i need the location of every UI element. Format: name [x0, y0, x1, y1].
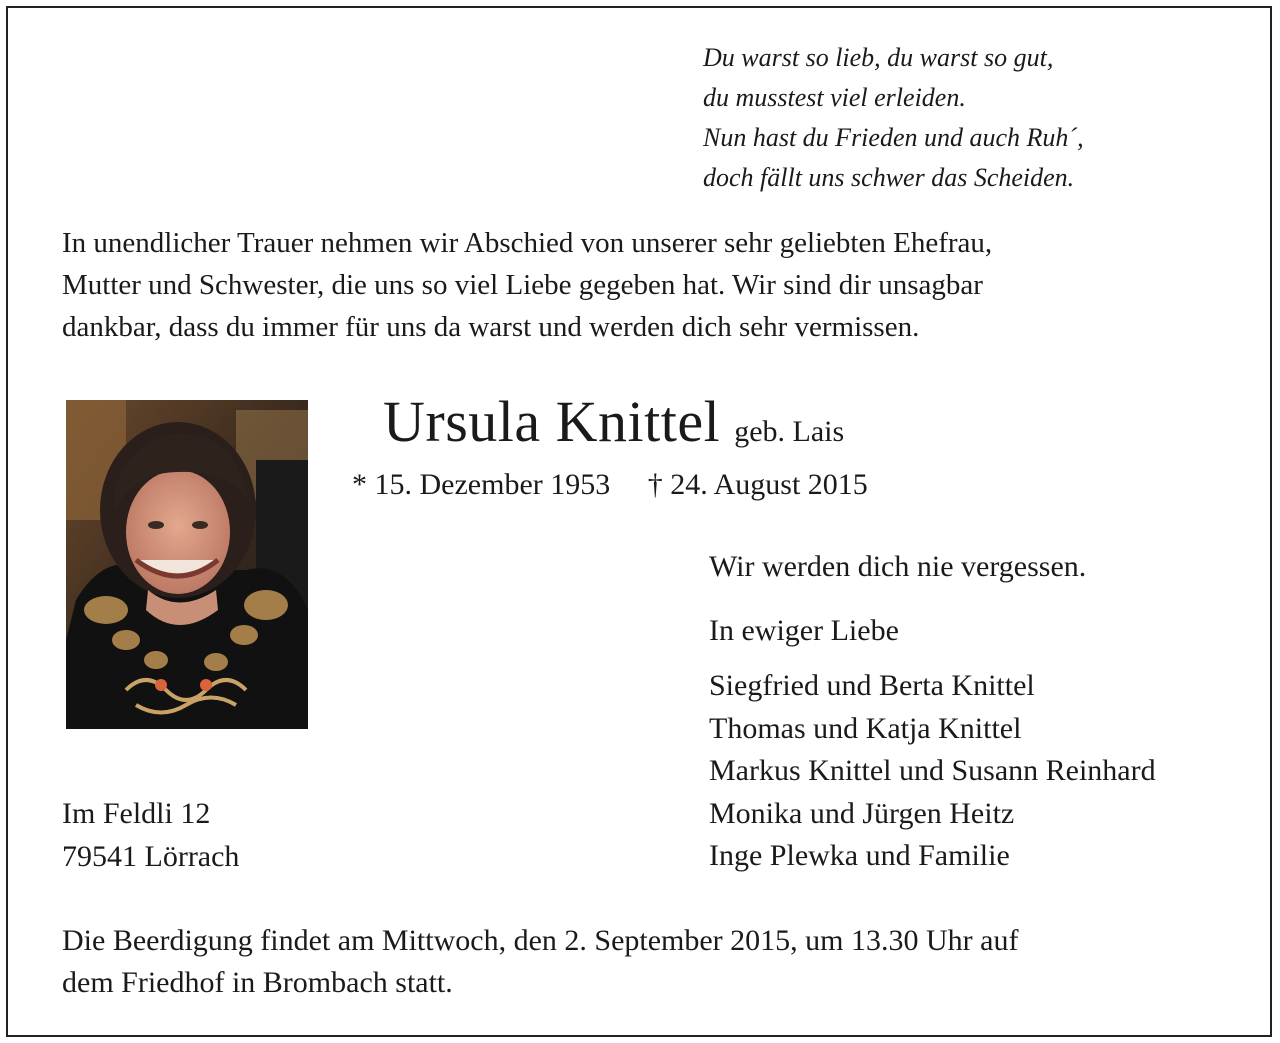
intro-text — [62, 222, 1222, 348]
deceased-name-line — [383, 388, 844, 455]
address-block — [62, 792, 239, 878]
intro-line: dankbar, dass du immer für uns da warst und werden dich sehr vermissen. — [62, 311, 920, 343]
funeral-line: dem Friedhof in Brombach statt. — [62, 966, 453, 999]
death-date: † 24. August 2015 — [647, 468, 868, 501]
address-city: 79541 Lörrach — [62, 840, 240, 873]
mourner-name: Siegfried und Berta Knittel — [709, 669, 1035, 702]
funeral-info — [62, 920, 1018, 1004]
intro-line: Mutter und Schwester, die uns so viel Liebe gegeben hat. Wir sind dir unsagbar — [62, 269, 983, 301]
poem-line: doch fällt uns schwer das Scheiden. — [703, 163, 1075, 192]
mourner-name: Thomas und Katja Knittel — [709, 711, 1022, 745]
poem-line: Nun hast du Frieden und auch Ruh´, — [703, 123, 1084, 152]
funeral-line: Die Beerdigung findet am Mittwoch, den 2. September 2015, um 13.30 Uhr auf — [62, 924, 1019, 957]
never-forget-text: Wir werden dich nie vergessen. — [709, 550, 1087, 583]
mourners-list — [709, 665, 1156, 878]
address-street: Im Feldli 12 — [62, 797, 211, 830]
memorial-poem — [703, 38, 1084, 198]
poem-line: du musstest viel erleiden. — [703, 83, 966, 112]
mourner-name: Inge Plewka und Familie — [709, 839, 1010, 872]
mourner-name: Monika und Jürgen Heitz — [709, 796, 1015, 830]
life-dates — [352, 468, 868, 502]
eternal-love-text: In ewiger Liebe — [709, 614, 899, 647]
poem-line: Du warst so lieb, du warst so gut, — [703, 43, 1054, 72]
deceased-name: Ursula Knittel — [383, 389, 721, 454]
intro-line: In unendlicher Trauer nehmen wir Abschied von unserer sehr geliebten Ehefrau, — [62, 227, 993, 259]
mourner-name: Markus Knittel und Susann Reinhard — [709, 754, 1156, 787]
birth-date: * 15. Dezember 1953 — [352, 468, 611, 501]
portrait-photo — [66, 400, 308, 729]
maiden-name: geb. Lais — [734, 415, 845, 448]
